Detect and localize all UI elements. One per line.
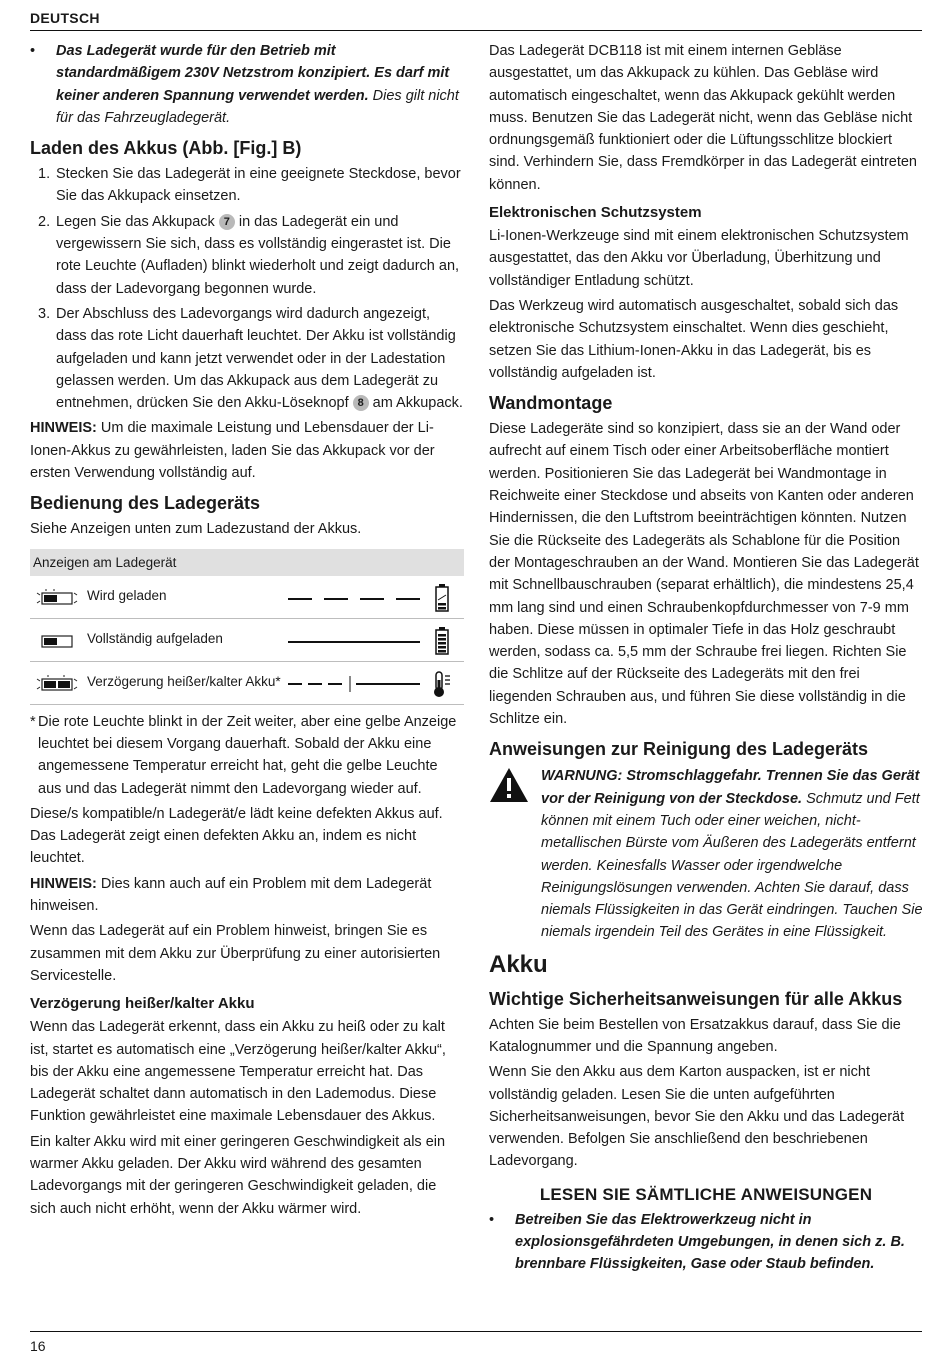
step-3-text-b: am Akkupack.	[368, 395, 463, 412]
right-column	[489, 40, 923, 1284]
akku-heading: Akku	[489, 950, 548, 978]
warning-triangle-icon	[489, 767, 529, 803]
table-row	[30, 619, 464, 662]
indicator-table	[30, 549, 464, 705]
left-column	[30, 40, 464, 1223]
status-label: Verzögerung heißer/kalter Akku*	[87, 673, 281, 689]
bullet-dot: •	[30, 43, 36, 59]
safety-text-2: Wenn Sie den Akku aus dem Karton auspacken, ist er nicht vollständig geladen. Lesen Sie die unten aufgeführten Sicherheitsanweisungen, bevor Sie den Akku und das Ladegerät verwenden. Befolgen Sie anschließend den beschriebenen Ladevorgang.	[489, 1064, 905, 1170]
wall-text: Diese Ladegeräte sind so konzipiert, dass sie an der Wand oder aufrecht auf einem Tisch oder einer Arbeitsoberfläche montiert werden. Positionieren Sie das Ladegerät bei Wandmontage in Reichweite einer Steckdose und abseits von Kanten oder anderen Hindernissen, die den Luftstrom beeinträchtigen könnten. Nutzen Sie die Rückseite des Ladegeräts als Schablone für die Position der Montageschrauben an der Wand. Montieren Sie das Ladegerät mit Schnellbauschrauben (separat erhältlich), die mindestens 25,4 mm lang sind und einen Schraubenkopfdurchmesser von 7-9 mm haben. Diese müssen in optimaler Tiefe in das Holz geschraubt werden, sodass ca. 5,5 mm der Schraube frei liegen. Richten Sie die Schlitze auf der Rückseite des Ladegeräts mit den frei liegenden Schrauben aus, und führen Sie diese vollständig in die Schlitze ein.	[489, 421, 919, 728]
step-2-text-b: in das Ladegerät ein und vergewissern Sie sich, dass es vollständig eingerastet ist. Die rote Leuchte (Aufladen) blinkt wiederholt und zeigt dadurch an, dass der Ladevorgang begonnen wurde.	[56, 213, 460, 297]
list-item: 1. Stecken Sie das Ladegerät in eine geeignete Steckdose, bevor Sie das Akkupack einsetzen.	[30, 163, 464, 208]
step-1-text: Stecken Sie das Ladegerät in eine geeignete Steckdose, bevor Sie das Akkupack einsetzen.	[56, 166, 461, 205]
status-label: Wird geladen	[87, 587, 167, 603]
step-2-text-a: Legen Sie das Akkupack	[56, 213, 219, 230]
note-label: HINWEIS:	[30, 875, 97, 892]
intro-bullet	[30, 40, 464, 129]
warning-text: Schmutz und Fett können mit einem Tuch oder einer weichen, nicht-metallischen Bürste vom Äußeren des Ladegeräts entfernt werden. Keinesfalls Wasser oder irgendwelche Reinigungslösungen verwenden. Achten Sie darauf, dass niemals Flüssigkeiten in das Gerät eindringen. Tauchen Sie niemals irgendein Teil des Gerätes in eine Flüssigkeit.	[541, 790, 923, 941]
charging-heading: Laden des Akkus (Abb. [Fig.] B)	[30, 138, 302, 159]
final-bullet	[489, 1209, 923, 1276]
safety-text-1: Achten Sie beim Bestellen von Ersatzakkus darauf, dass Sie die Katalognummer und die Spannung angeben.	[489, 1016, 901, 1055]
wall-heading: Wandmontage	[489, 393, 613, 414]
callout-8-badge: 8	[353, 395, 369, 411]
note-label: HINWEIS:	[30, 420, 97, 437]
note-1: HINWEIS: Um die maximale Leistung und Lebensdauer der Li-Ionen-Akkus zu gewährleisten, laden Sie das Akkupack vor der ersten Verwendung vollständig auf.	[30, 420, 435, 482]
intro-italic-text: Dies gilt nicht für das Fahrzeugladegerät.	[56, 87, 459, 126]
list-item: 3. Der Abschluss des Ladevorgangs wird dadurch angezeigt, dass das rote Licht dauerhaft leuchtet. Der Akku ist vollständig aufgeladen und kann jetzt verwendet oder in der Ladestation gelassen werden. Um das Akkupack aus dem Ladegerät zu entnehmen, drücken Sie den Akku-Löseknopf 8 am Akkupack.	[38, 305, 463, 412]
service-text: Wenn das Ladegerät auf ein Problem hinweist, bringen Sie es zusammen mit dem Akku zur Überprüfung zu einer autorisierten Servicestelle.	[30, 923, 441, 984]
battery-charging-icon	[435, 584, 449, 612]
battery-full-icon	[435, 627, 449, 655]
solid-line-pattern	[288, 640, 420, 644]
page-number: 16	[30, 1338, 46, 1354]
thermometer-icon	[433, 670, 453, 698]
dual-led-blinking-icon	[36, 675, 78, 693]
list-item: 2. Legen Sie das Akkupack 7 in das Ladegerät ein und vergewissern Sie sich, dass es vollständig eingerastet ist. Die rote Leuchte (Aufladen) blinkt wiederholt und zeigt dadurch an, dass der Ladevorgang begonnen wurde.	[38, 213, 460, 297]
warning-block	[489, 765, 923, 943]
cleaning-heading: Anweisungen zur Reinigung des Ladegeräts	[489, 739, 869, 760]
footnote	[30, 711, 464, 800]
safety-heading: Wichtige Sicherheitsanweisungen für alle Akkus	[489, 988, 903, 1009]
led-solid-icon	[36, 632, 78, 650]
charging-steps	[30, 163, 464, 414]
blinking-led-icon	[36, 589, 78, 607]
defect-text: Diese/s kompatible/n Ladegerät/e lädt keine defekten Akkus auf. Das Ladegerät zeigt einen defekten Akku an, indem es nicht leuchtet.	[30, 805, 443, 867]
callout-7-badge: 7	[219, 214, 235, 230]
protection-heading: Elektronischen Schutzsystem	[489, 204, 702, 222]
delay-heading: Verzögerung heißer/kalter Akku	[30, 995, 255, 1013]
warning-bold-text: WARNUNG: Stromschlaggefahr. Trennen Sie das Gerät vor der Reinigung von der Steckdose.	[541, 768, 920, 807]
footnote-star: *	[30, 713, 36, 730]
step-3-text-a: Der Abschluss des Ladevorgangs wird dadurch angezeigt, dass das rote Licht dauerhaft leuchtet. Der Akku ist vollständig aufgeladen und kann jetzt verwendet oder in der Ladestation gelassen werden. Um das Akkupack aus dem Ladegerät zu entnehmen, drücken Sie den Akku-Löseknopf	[56, 305, 456, 412]
protection-text-1: Li-Ionen-Werkzeuge sind mit einem elektronischen Schutzsystem ausgestattet, das den Akku vor Überladung, Überhitzung und vollständiger Entladung schützt.	[489, 228, 909, 289]
status-label: Vollständig aufgeladen	[87, 630, 223, 646]
operation-heading: Bedienung des Ladegeräts	[30, 493, 261, 514]
delay-text-2: Ein kalter Akku wird mit einer geringeren Geschwindigkeit als ein warmer Akku geladen. Der Akku wird während des gesamten Ladevorgangs mit der geringeren Geschwindigkeit geladen, die sich auch nicht erhöht, wenn der Akku wärmer wird.	[30, 1133, 446, 1217]
page-header	[30, 10, 922, 31]
operation-text: Siehe Anzeigen unten zum Ladezustand der Akkus.	[30, 521, 362, 538]
protection-text-2: Das Werkzeug wird automatisch ausgeschaltet, sobald sich das elektronische Schutzsystem einschaltet. Wenn dies geschieht, setzen Sie das Lithium-Ionen-Akku in das Ladegerät, bis es vollständig aufgeladen ist.	[489, 297, 899, 381]
language-label: DEUTSCH	[30, 10, 100, 26]
note-2: HINWEIS: Dies kann auch auf ein Problem mit dem Ladegerät hinweisen.	[30, 875, 432, 915]
intro-bold-text: Das Ladegerät wurde für den Betrieb mit standardmäßigem 230V Netzstrom konzipiert. Es darf mit keiner anderen Spannung verwendet werden.	[56, 43, 450, 104]
bullet-dot: •	[489, 1211, 495, 1228]
delay-pattern	[288, 676, 420, 692]
table-header: Anzeigen am Ladegerät	[30, 549, 464, 576]
footnote-text: Die rote Leuchte blinkt in der Zeit weiter, aber eine gelbe Anzeige leuchtet bei diesem Vorgang dauerhaft. Sobald der Akku eine angemessene Temperatur erreicht hat, geht die gelbe Leuchte aus und das Ladegerät nimmt den Ladevorgang wieder auf.	[38, 713, 457, 797]
blink-pattern-dashes	[288, 597, 420, 601]
fan-text: Das Ladegerät DCB118 ist mit einem internen Gebläse ausgestattet, um das Akkupack zu kühlen. Das Gebläse wird automatisch eingeschaltet, wenn das Akkupack gekühlt werden muss. Benutzen Sie das Ladegerät nicht, wenn das Gebläse nicht ordnungsgemäß funktioniert oder die Lüftungsschlitze blockiert sind. Verhindern Sie, dass Fremdkörper in das Ladegerät eintreten können.	[489, 43, 917, 193]
delay-text-1: Wenn das Ladegerät erkennt, dass ein Akku zu heiß oder zu kalt ist, startet es automatisch eine „Verzögerung heißer/kalter Akku“, bis der Akku eine angemessene Temperatur erreicht hat. Das Ladegerät schaltet dann automatisch in den Lademodus. Diese Funktion gewährleistet eine maximale Lebensdauer des Akkus.	[30, 1019, 446, 1125]
table-row	[30, 662, 464, 705]
read-all-heading: LESEN SIE SÄMTLICHE ANWEISUNGEN	[539, 1184, 873, 1204]
table-row	[30, 576, 464, 619]
final-bullet-text: Betreiben Sie das Elektrowerkzeug nicht in explosionsgefährdeten Umgebungen, in denen sich z. B. brennbare Flüssigkeiten, Gase oder Staub befinden.	[515, 1211, 905, 1273]
page-footer	[30, 1331, 922, 1354]
